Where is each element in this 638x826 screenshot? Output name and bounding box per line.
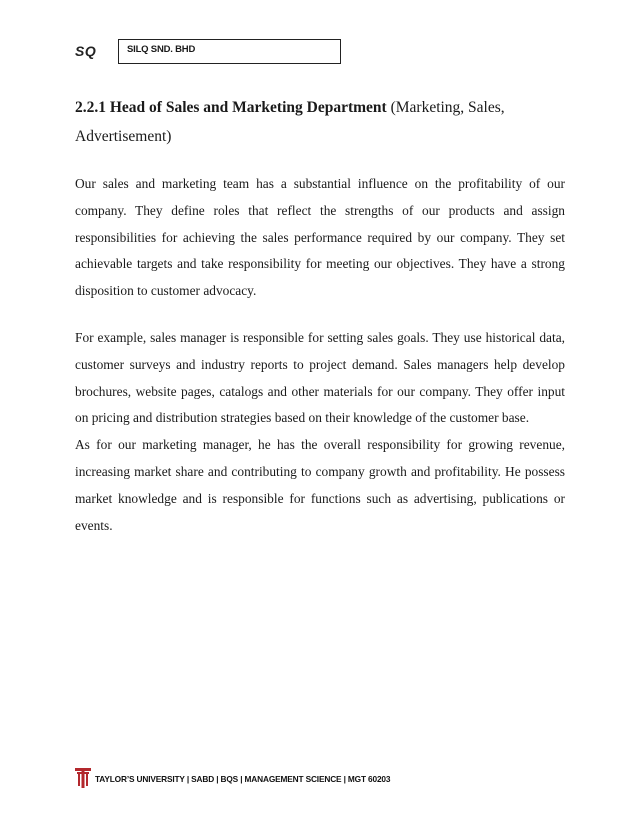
paragraph: For example, sales manager is responsible for setting sales goals. They use historical data, customer surveys and industry reports to project demand. Sales managers help develop brochures, website pages, catalogs and other materials for our company. They offer input on pricing and distribution strategies based on their knowledge of the customer base. [75, 329, 565, 426]
university-logo-icon [75, 768, 91, 788]
paragraph: Our sales and marketing team has a substantial influence on the profitability of our company. They define roles that reflect the strengths of our products and assign responsibilities for achieving the sales performance required by our company. They set achievable targets and take responsibility for meeting our objectives. They have a strong disposition to customer advocacy. [75, 176, 565, 299]
section-heading-title: 2.2.1 Head of Sales and Marketing Department [75, 99, 387, 116]
company-name-box: SILQ SND. BHD [118, 39, 341, 64]
section-heading [75, 93, 565, 151]
section-heading-subtitle: (Marketing, Sales, Advertisement) [75, 99, 505, 145]
main-content [75, 93, 565, 539]
company-logo: SQ [75, 43, 97, 59]
footer-text: TAYLOR’S UNIVERSITY | SABD | BQS | MANAGEMENT SCIENCE | MGT 60203 [95, 774, 391, 784]
paragraph: As for our marketing manager, he has the overall responsibility for growing revenue, increasing market share and contributing to company growth and profitability. He possess market knowledge and is responsible for functions such as advertising, publications or events. [75, 437, 565, 533]
page-footer [75, 768, 575, 790]
